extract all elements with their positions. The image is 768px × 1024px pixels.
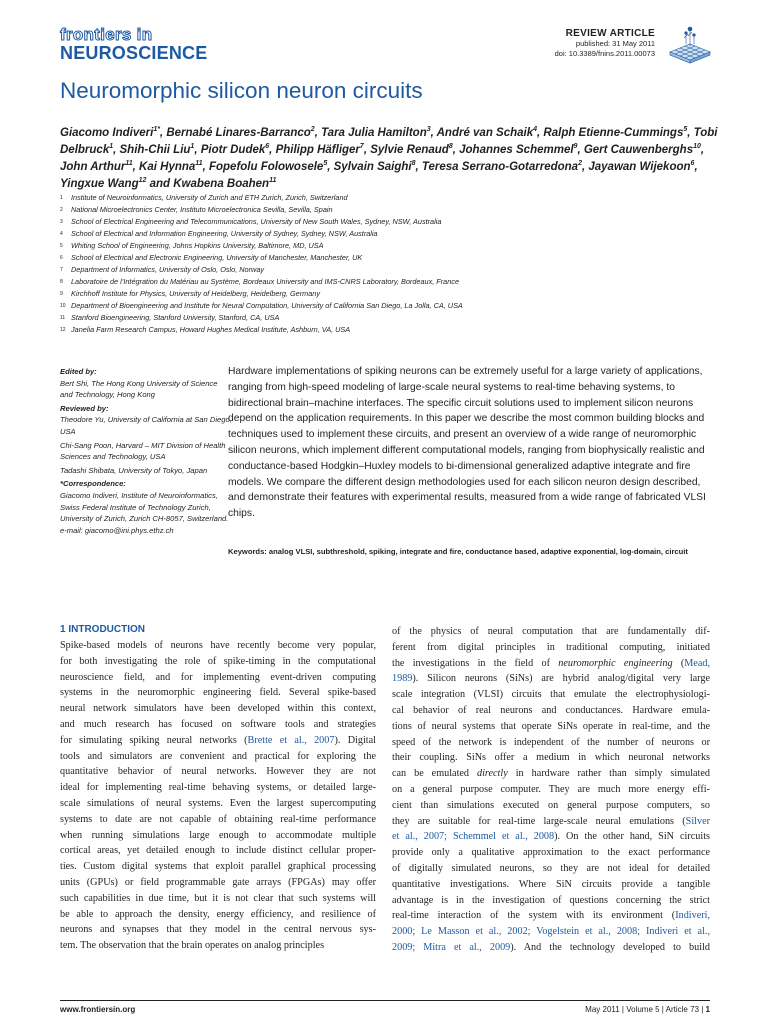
author-affiliation-mark: 9	[573, 143, 578, 151]
affiliation-text: Kirchhoff Institute for Physics, University of Heidelberg, Heidelberg, Germany	[71, 289, 321, 298]
affiliation-number: 3	[60, 219, 63, 225]
author: Piotr Dudek	[200, 143, 266, 156]
journal-logo-bottom: NEUROSCIENCE	[60, 43, 208, 63]
body-column-left	[60, 638, 376, 954]
text-line: for simulating spiking neural networks (Brette et al., 2007). Digital	[60, 734, 376, 746]
author-affiliation-mark: 5	[683, 126, 688, 133]
text-line: neural network simulators have been developed within this context,	[60, 703, 376, 715]
affiliation	[60, 300, 660, 312]
affiliation-text: Janelia Farm Research Campus, Howard Hughes Medical Institute, Ashburn, VA, USA	[71, 325, 351, 334]
text-line: of the physics of neural computation that are fundamentally dif-	[392, 626, 710, 637]
author: André van Schaik	[436, 126, 534, 139]
author: Gert Cauwenberghs	[583, 143, 694, 156]
affiliation-number: 10	[60, 303, 66, 309]
affiliation	[60, 252, 660, 264]
text-line: the investigations in the field of neuromorphic engineering (Mead,	[392, 657, 710, 669]
editorial-sidebar	[60, 366, 232, 538]
author-affiliation-mark: 8	[411, 160, 416, 168]
text-line: ferent from digital principles in traditional computing, initiated	[392, 641, 710, 653]
author: Giacomo Indiveri	[60, 126, 154, 139]
author-affiliation-mark: 8	[448, 143, 453, 151]
citation-link[interactable]: Silver	[685, 815, 710, 827]
text-line: tools and simulators are convenient and practical for exploring the	[60, 750, 376, 762]
article-type: REVIEW ARTICLE	[565, 28, 655, 39]
affiliation	[60, 192, 660, 204]
author-affiliation-mark: 1	[109, 143, 114, 151]
text-line: systems in the neuromorphic engineering field. Several spike-based	[60, 687, 376, 699]
article-meta	[555, 28, 655, 59]
text-line: units (GPUs) or field programmable gate arrays (FPGAs) may offer	[60, 876, 376, 888]
reviewer: Tadashi Shibata, University of Tokyo, Japan	[60, 465, 208, 475]
author-list: Giacomo Indiveri$^{1*}$, Bernabé Linares-Barranco$^2$, Tara Julia Hamilton$^3$, André van Schaik$^4$, Ralph Etienne-Cummings$^5$, Tobi Delbruck$^1$, Shih-Chii Liu$^1$, Piotr Dudek$^6$, Philipp Häfliger$^7$, Sylvie Renaud$^8$, Johannes Schemmel$^9$, Gert Cauwenberghs$^{10}$, John Arthur$^{11}$, Kai Hynna$^{11}$, Fopefolu Folowosele$^5$, Sylvain Saighi$^8$, Teresa Serrano-Gotarredona$^2$, Jayawan Wijekoon$^6$, Yingxue Wang$^{12}$ and Kwabena Boahen$^{11}$	[60, 126, 718, 190]
author: Ralph Etienne-Cummings	[543, 126, 684, 139]
journal-logo-top: frontiers in	[60, 25, 153, 44]
affiliation-text: School of Electrical and Information Engineering, University of Sydney, Sydney, NSW, Australia	[71, 229, 378, 238]
citation-link[interactable]: Indiveri,	[675, 910, 710, 922]
affiliation-number: 9	[60, 291, 63, 297]
affiliation-number: 4	[60, 231, 63, 237]
author-affiliation-mark: 2	[578, 160, 582, 168]
citation-link[interactable]: Mead,	[684, 657, 710, 669]
affiliation-number: 8	[60, 279, 63, 285]
citation-link[interactable]: et al., 2007; Schemmel et al., 2008	[392, 831, 555, 843]
citation-link[interactable]: 1989	[392, 673, 413, 685]
text-line: scale simulations of neural systems. Even the largest supercomputing	[60, 797, 376, 809]
author: Jayawan Wijekoon	[588, 160, 691, 173]
doi: doi: 10.3389/fnins.2011.00073	[554, 49, 655, 58]
text-line: systems to date are not capable of obtaining real-time performance	[60, 813, 376, 825]
affiliation	[60, 264, 660, 276]
affiliation-number: 12	[60, 327, 66, 333]
affiliation-text: School of Electrical Engineering and Telecommunications, University of New South Wales, Sydney, NSW, Australia	[71, 217, 442, 226]
text-line: neurons and synapses that they model in the central nervous sys-	[60, 924, 376, 936]
author-affiliation-mark: 3	[426, 126, 431, 133]
author: Tobi Delbruck	[60, 126, 718, 156]
text-line: when running simulations large enough to accommodate multiple	[60, 829, 376, 841]
text-line: and much research has focused on software tools and strategies	[60, 718, 376, 730]
affiliation-text: Department of Informatics, University of Oslo, Oslo, Norway	[71, 265, 265, 274]
author: Shih-Chii Liu	[119, 143, 191, 156]
author: Philipp Häfliger	[275, 143, 360, 156]
keywords: Keywords: analog VLSI, subthreshold, spiking, integrate and fire, conductance based, adaptive exponential, log-domain, circuit	[228, 547, 688, 556]
footer-divider	[60, 1000, 710, 1001]
affiliation-text: Institute of Neuroinformatics, University of Zurich and ETH Zurich, Zurich, Switzerland	[71, 193, 348, 202]
affiliation-text: School of Electrical and Electronic Engineering, University of Manchester, Manchester, UK	[71, 253, 363, 262]
affiliation	[60, 204, 660, 216]
author-affiliation-mark: 5	[323, 160, 328, 168]
author-affiliation-mark: 12	[138, 177, 147, 185]
correspondence-email[interactable]: e-mail: giacomo@ini.phys.ethz.ch	[60, 525, 174, 535]
affiliation	[60, 312, 660, 324]
emphasis: directly	[477, 768, 508, 780]
affiliation-number: 5	[60, 243, 63, 249]
text-line: of digitally simulated neurons, so they are not ideal for detailed	[392, 862, 710, 874]
text-line: cortical areas, yet detailed enough to include distinct cellular proper-	[60, 845, 376, 857]
text-line: provide only a qualitative approximation to the exact performance	[392, 847, 710, 859]
body-column-right	[392, 624, 710, 956]
section-heading: 1 INTRODUCTION	[60, 624, 145, 635]
author-affiliation-mark: 6	[690, 160, 695, 168]
text-line: can be emulated directly in hardware rather than simply simulated	[392, 768, 711, 780]
text-line: quantitative investigations. Where SiN circuits provide a tangible	[392, 878, 710, 890]
author-affiliation-mark: 1	[190, 143, 195, 151]
journal-logo	[60, 26, 207, 63]
affiliation-text: National Microelectronics Center, Instituto Microelectronica Sevilla, Sevilla, Spain	[71, 205, 333, 214]
text-line: quantitative behavior of neural networks. However they are not	[60, 766, 376, 778]
affiliation-number: 6	[60, 255, 63, 261]
affiliation-number: 7	[60, 267, 63, 273]
text-line: 1989). Silicon neurons (SiNs) are hybrid analog/digital very large	[392, 673, 710, 685]
footer-issue-info	[585, 1005, 710, 1014]
text-line: speed of the network is independent of the number of neurons or	[392, 736, 710, 748]
page-number: 1	[705, 1005, 710, 1014]
text-line: 2009; Mitra et al., 2009). And the technology developed to build	[392, 941, 710, 953]
affiliation	[60, 228, 660, 240]
author-affiliation-mark: 2	[310, 126, 315, 133]
affiliation	[60, 288, 660, 300]
text-line: tions of neural systems that operate SiNs operate in real-time, and the	[392, 720, 710, 732]
published-date: published: 31 May 2011	[575, 39, 655, 48]
text-line: they are suitable for real-time large-scale neural emulations (Silver	[392, 815, 710, 827]
text-line: Spike-based models of neurons have recently become very popular,	[60, 640, 376, 651]
text-line: ideal for implementing real-time behaving systems, or detailed large-	[60, 782, 376, 794]
correspondence: Giacomo Indiveri, Institute of Neuroinformatics, Swiss Federal Institute of Technology Zurich, University of Zurich, Zurich CH-8057, Switzerland.	[60, 490, 229, 524]
affiliation-list	[60, 192, 660, 336]
reviewer: Theodore Yu, University of California at San Diego, USA	[60, 415, 232, 436]
author: Fopefolu Folowosele	[208, 160, 324, 173]
author-affiliation-mark: 11	[125, 160, 133, 168]
text-line: et al., 2007; Schemmel et al., 2008). On the other hand, SiN circuits	[392, 831, 710, 843]
affiliation-number: 11	[60, 315, 66, 321]
emphasis: neuromorphic engineering	[558, 657, 673, 669]
text-line: such capabilities in due time, but it is not clear that such systems will	[60, 892, 376, 904]
text-line: on a general purpose computer. They are much more energy effi-	[392, 783, 710, 795]
author: Kai Hynna	[139, 160, 196, 173]
affiliation-number: 2	[60, 207, 63, 213]
author: Kwabena Boahen	[173, 177, 270, 190]
edited-by-label: Edited by:	[60, 367, 97, 376]
author-affiliation-mark: 6	[265, 143, 270, 151]
abstract: Hardware implementations of spiking neurons can be extremely useful for a large variety of applications, ranging from high-speed modeling of large-scale neural systems to real-time behaving systems, to bidirectional brain–machine interfaces. The specific circuit solutions used to implement silicon neurons depend on the application requirements. In this paper we describe the most common building blocks and techniques used to implement these circuits, and present an overview of a wide range of neuromorphic silicon neurons, which implement different computational models, ranging from biophysically realistic and conductance-based Hodgkin–Huxley models to bi-dimensional generalized adaptive integrate and fire models. We compare the different design methodologies used for each silicon neuron design described, and demonstrate their features with experimental results, measured from a wide range of fabricated VLSI chips.	[228, 366, 706, 520]
author: Tara Julia Hamilton	[321, 126, 427, 139]
affiliation-number: 1	[60, 195, 63, 201]
footer-issue: May 2011 | Volume 5 | Article 73 |	[585, 1005, 704, 1014]
author-affiliation-mark: 10	[693, 143, 701, 151]
affiliation	[60, 240, 660, 252]
text-line: cal behavior of real neurons and conductances. Hardware emula-	[392, 704, 710, 716]
text-line: advantage is in the investigation of questions concerning the strict	[392, 894, 710, 906]
text-line: for both investigating the role of spike-timing in the computational	[60, 655, 376, 667]
journal-graphic-icon	[668, 24, 712, 64]
citation-link[interactable]: Brette et al., 2007	[247, 734, 335, 746]
author: Johannes Schemmel	[459, 143, 574, 156]
text-line: tem. The observation that the brain operates on analog principles	[60, 940, 325, 952]
text-line: neuroscience field, and for implementing event-driven computing	[60, 671, 376, 683]
reviewed-by-label: Reviewed by:	[60, 403, 109, 413]
author-affiliation-mark: 4	[533, 126, 538, 133]
correspondence-label: *Correspondence:	[60, 479, 126, 489]
author-affiliation-mark: 7	[359, 143, 364, 151]
footer-website[interactable]: www.frontiersin.org	[60, 1005, 136, 1014]
article-title: Neuromorphic silicon neuron circuits	[60, 78, 423, 103]
edited-by: Bert Shi, The Hong Kong University of Science and Technology, Hong Kong	[60, 378, 218, 400]
reviewer: Chi-Sang Poon, Harvard – MIT Division of Health Sciences and Technology, USA	[60, 440, 226, 462]
author-affiliation-mark: 11	[195, 160, 203, 168]
author-affiliation-mark: 11	[269, 177, 277, 185]
author: Bernabé Linares-Barranco	[166, 126, 311, 139]
affiliation	[60, 216, 660, 228]
author: Teresa Serrano-Gotarredona	[421, 160, 579, 173]
affiliation	[60, 324, 660, 336]
text-line: be able to approach the density, energy efficiency, and resilience of	[60, 908, 376, 920]
citation-link[interactable]: 2009; Mitra et al., 2009	[392, 941, 511, 953]
text-line: ties. Custom digital systems that exploit parallel graphical processing	[60, 861, 376, 873]
affiliation-text: Department of Bioengineering and Institute for Neural Computation, University of California San Diego, La Jolla, CA, USA	[71, 301, 463, 310]
text-line: their coupling. SiNs offer a medium in which neuronal networks	[392, 752, 710, 764]
author: Yingxue Wang	[60, 177, 139, 190]
author: Sylvain Saighi	[333, 160, 412, 173]
affiliation	[60, 276, 660, 288]
citation-link[interactable]: 2000; Le Masson et al., 2002; Vogelstein et al., 2008; Indiveri et al.,	[392, 926, 710, 938]
author-affiliation-mark: 1*	[153, 126, 160, 133]
affiliation-text: Stanford Bioengineering, Stanford University, Stanford, CA, USA	[71, 313, 280, 322]
affiliation-text: Whiting School of Engineering, Johns Hopkins University, Baltimore, MD, USA	[71, 241, 324, 250]
text-line: scale integration (VLSI) circuits that emulate the electrophysiologi-	[392, 689, 710, 701]
text-line: cient than simulations executed on general purpose computers, so	[392, 799, 710, 811]
author: John Arthur	[60, 160, 126, 173]
author: Sylvie Renaud	[370, 143, 449, 156]
text-line	[392, 924, 710, 940]
affiliation-text: Laboratoire de l’Intégration du Matériau au Système, Bordeaux University and IMS-CNRS Laboratory, Bordeaux, France	[71, 277, 460, 286]
text-line: real-time interaction of the system with its environment (Indiveri,	[392, 910, 710, 922]
